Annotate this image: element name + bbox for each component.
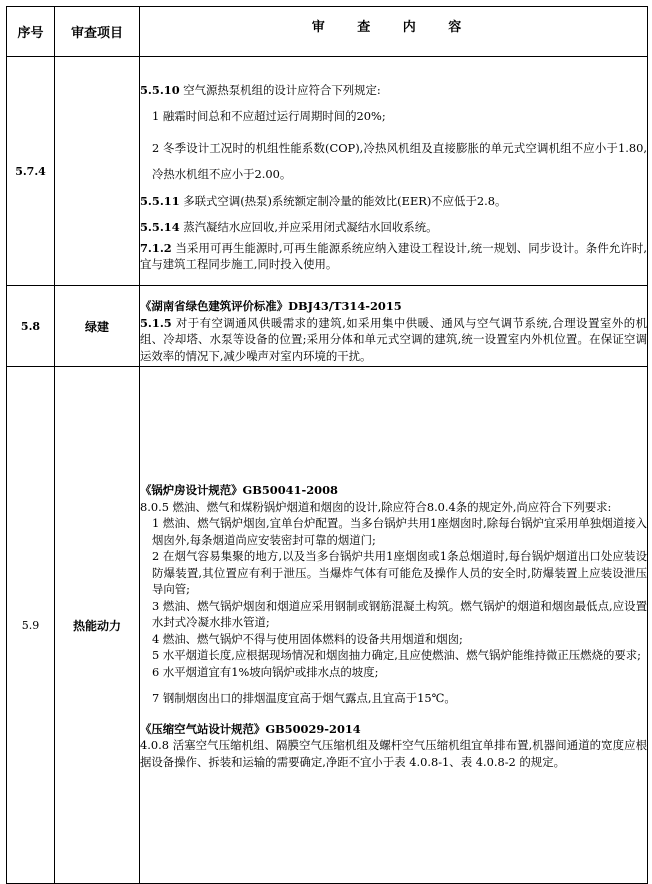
clause-text: 蒸汽凝结水应回收,并应采用闭式凝结水回收系统。 — [179, 220, 438, 234]
clause-code: 5.5.11 — [140, 193, 180, 208]
clause-item: 3 燃油、燃气锅炉烟囱和烟道应采用钢制或钢筋混凝土构筑。燃气锅炉的烟道和烟囱最低点,应设置水封式冷凝水排水管道; — [152, 598, 647, 629]
clause-text: 对于有空调通风供暖需求的建筑,如采用集中供暖、通风与空气调节系统,合理设置室外的机组、冷却塔、水泵等设备的位置;采用分体和单元式空调的建筑,统一设置室内外机位置。在保证空调运效率的情况下,减少噪声对室内环境的干扰。 — [140, 315, 647, 363]
clause-item: 4 燃油、燃气锅炉不得与使用固体燃料的设备共用烟道和烟囱; — [152, 631, 463, 646]
standard-name: 《锅炉房设计规范》 — [140, 483, 243, 497]
table-row — [7, 286, 648, 367]
clause-item: 7 钢制烟囱出口的排烟温度宜高于烟气露点,且宜高于15℃。 — [152, 691, 456, 705]
standard-code: GB50029-2014 — [265, 721, 361, 736]
table-row — [7, 57, 648, 286]
row-number: 5.8 — [7, 286, 55, 367]
standard-code: DBJ43/T314-2015 — [288, 299, 402, 313]
row-content — [140, 57, 648, 286]
clause-code: 5.5.14 — [140, 220, 180, 234]
clause-item: 6 水平烟道宜有1%坡向锅炉或排水点的坡度; — [152, 664, 379, 679]
row-item: 绿建 — [55, 286, 140, 367]
clause-text: 当采用可再生能源时,可再生能源系统应纳入建设工程设计,统一规划、同步设计。条件允许时,宜与建筑工程同步施工,同时投入使用。 — [140, 240, 647, 271]
clause-item: 5 水平烟道长度,应根据现场情况和烟囱抽力确定,且应使燃油、燃气锅炉能维持微正压燃烧的要求; — [152, 648, 641, 662]
header-number: 序号 — [7, 7, 55, 57]
review-table — [6, 6, 648, 884]
clause: 8.0.5 燃油、燃气和煤粉锅炉烟道和烟囱的设计,除应符合8.0.4条的规定外,尚应符合下列要求: — [140, 499, 612, 514]
standard-title — [140, 482, 647, 499]
clause — [140, 240, 647, 273]
clause — [140, 315, 647, 365]
clause: 4.0.8 活塞空气压缩机组、隔膜空气压缩机组及螺杆空气压缩机组宜单排布置,机器间通道的宽度应根据设备操作、拆装和运输的需要确定,净距不宜小于表 4.0.8-1、表 4.0.8-2 的规定。 — [140, 738, 647, 769]
standard-name: 《压缩空气站设计规范》 — [140, 721, 266, 736]
clause — [140, 219, 647, 236]
row-content — [140, 367, 648, 884]
clause-item: 2 在烟气容易集聚的地方,以及当多台锅炉共用1座烟囱或1条总烟道时,每台锅炉烟道出口处应装设防爆装置,其位置应有利于泄压。当爆炸气体有可能危及操作人员的安全时,防爆装置上应装设泄压导向管; — [152, 549, 647, 596]
header-item: 审查项目 — [55, 7, 140, 57]
clause-code: 5.5.10 — [140, 82, 180, 97]
header-content: 审 查 内 容 — [140, 7, 648, 57]
row-item — [55, 57, 140, 286]
clause-item: 1 燃油、燃气锅炉烟囱,宜单台炉配置。当多台锅炉共用1座烟囱时,除每台锅炉宜采用单独烟道接入烟囱外,每条烟道尚应安装密封可靠的烟道门; — [152, 516, 647, 547]
standard-title — [140, 298, 647, 315]
clause — [140, 193, 647, 210]
table-row — [7, 367, 648, 884]
header-row — [7, 7, 648, 57]
clause-text: 多联式空调(热泵)系统额定制冷量的能效比(EER)不应低于2.8。 — [179, 193, 507, 208]
row-number: 5.9 — [7, 367, 55, 884]
clause-text: 空气源热泵机组的设计应符合下列规定: — [179, 82, 381, 97]
row-number: 5.7.4 — [7, 57, 55, 286]
row-content — [140, 286, 648, 367]
clause-item: 1 融霜时间总和不应超过运行周期时间的20%; — [152, 109, 386, 123]
clause-code: 7.1.2 — [140, 240, 172, 255]
standard-name: 《湖南省绿色建筑评价标准》 — [140, 299, 289, 313]
clause-item: 2 冬季设计工况时的机组性能系数(COP),冷热风机组及直接膨胀的单元式空调机组不应小于1.80,冷热水机组不应小于2.00。 — [152, 140, 647, 181]
row-item: 热能动力 — [55, 367, 140, 884]
clause-code: 5.1.5 — [140, 315, 172, 330]
standard-title — [140, 721, 647, 738]
clause — [140, 82, 647, 99]
standard-code: GB50041-2008 — [242, 483, 338, 497]
